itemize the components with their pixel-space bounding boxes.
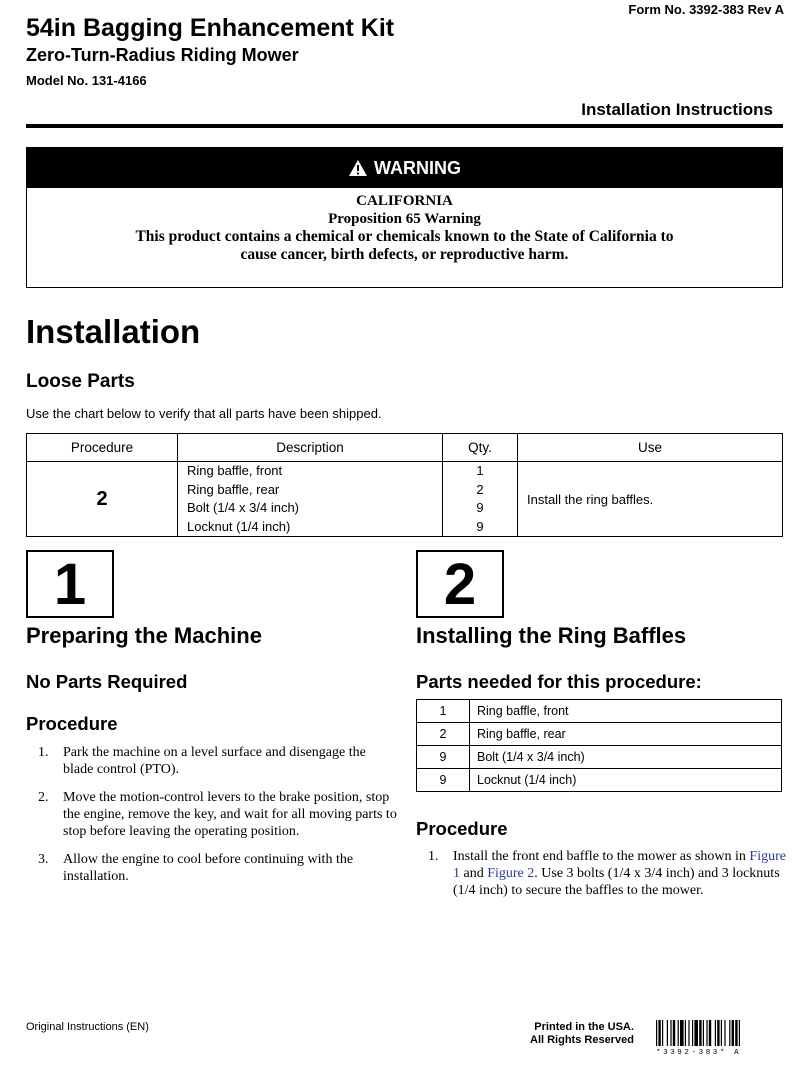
model-number: Model No. 131-4166: [26, 73, 147, 88]
warning-header: [27, 148, 782, 188]
document-title: 54in Bagging Enhancement Kit: [26, 14, 395, 42]
barcode-image: [656, 1020, 782, 1046]
list-item-text: Move the motion-control levers to the brake position, stop the engine, remove the key, and wait for all moving parts to stop before leaving the operating position.: [63, 790, 397, 839]
printed-in-usa: Printed in the USA.: [534, 1021, 634, 1033]
list-item-number: 2.: [38, 790, 49, 805]
figure-1-link[interactable]: Figure 1: [453, 849, 786, 881]
table-row: [417, 723, 782, 746]
barcode-bar: [656, 1020, 657, 1046]
original-instructions-note: Original Instructions (EN): [26, 1021, 149, 1033]
part-qty: 2: [417, 723, 470, 746]
barcode-bar: [694, 1020, 698, 1046]
warning-line-1: CALIFORNIA: [356, 193, 453, 209]
qty-item: 9: [476, 500, 484, 515]
installation-instructions-label: Installation Instructions: [581, 100, 773, 119]
loose-parts-table: [26, 433, 783, 537]
loose-parts-heading: Loose Parts: [26, 371, 135, 392]
step-1-title: Preparing the Machine: [26, 623, 262, 648]
all-rights-reserved: All Rights Reserved: [530, 1034, 634, 1046]
header-qty: Qty.: [443, 434, 518, 462]
list-item-text-b: and: [460, 866, 488, 881]
figure-2-link[interactable]: Figure 2: [487, 866, 535, 881]
header-procedure: Procedure: [27, 434, 178, 462]
step-2-procedure-heading: Procedure: [416, 818, 508, 839]
barcode-bar: [715, 1020, 716, 1046]
barcode-bar: [658, 1020, 660, 1046]
step-1-procedure-heading: Procedure: [26, 713, 118, 734]
list-item-number: 1.: [38, 745, 49, 760]
table-row: [417, 769, 782, 792]
qty-item: 1: [476, 463, 484, 478]
warning-line-3: This product contains a chemical or chemicals known to the State of California to: [135, 228, 674, 245]
qty-cell: [443, 462, 518, 537]
barcode-bar: [709, 1020, 711, 1046]
barcode-bar: [673, 1020, 675, 1046]
barcode-bar: [688, 1020, 689, 1046]
step-2-title: Installing the Ring Baffles: [416, 623, 687, 648]
table-row: [27, 462, 783, 537]
table-row: [417, 746, 782, 769]
qty-item: 2: [476, 481, 484, 497]
barcode-bar: [662, 1020, 663, 1046]
barcode-bar: [703, 1020, 704, 1046]
list-item-text: Park the machine on a level surface and disengage the blade control (PTO).: [63, 745, 366, 777]
barcode-bar: [692, 1020, 693, 1046]
part-desc: Locknut (1/4 inch): [470, 769, 782, 792]
part-desc: Bolt (1/4 x 3/4 inch): [470, 746, 782, 769]
part-qty: 9: [417, 746, 470, 769]
barcode-bar: [685, 1020, 686, 1046]
header-divider: [26, 124, 783, 128]
warning-triangle-icon: [348, 159, 368, 177]
list-item-text-a: Install the front end baffle to the mower as shown in: [453, 849, 750, 864]
procedure-number: 2: [27, 462, 178, 537]
barcode-bar: [717, 1020, 719, 1046]
barcode-text: *3392-383* A: [656, 1049, 742, 1057]
barcode-bar: [706, 1020, 707, 1046]
part-desc: Ring baffle, front: [470, 700, 782, 723]
installation-heading: Installation: [26, 313, 201, 350]
parts-needed-table: [416, 699, 782, 792]
list-item: [26, 744, 398, 778]
document-subtitle: Zero-Turn-Radius Riding Mower: [26, 45, 299, 65]
barcode-bar: [739, 1020, 740, 1046]
description-item: Locknut (1/4 inch): [187, 518, 291, 534]
description-item: Ring baffle, rear: [187, 481, 280, 497]
step-2-number-box: 2: [416, 550, 504, 618]
warning-text: [27, 192, 782, 264]
barcode-bar: [678, 1020, 679, 1046]
barcode-bar: [670, 1020, 671, 1046]
list-item-number: 1.: [428, 849, 439, 864]
description-cell: [178, 462, 443, 537]
form-number: Form No. 3392-383 Rev A: [628, 2, 784, 17]
no-parts-required: No Parts Required: [26, 671, 188, 692]
step-1-procedure-list: [26, 744, 398, 896]
loose-parts-intro: Use the chart below to verify that all parts have been shipped.: [26, 406, 382, 421]
part-qty: 1: [417, 700, 470, 723]
part-qty: 9: [417, 769, 470, 792]
use-cell: Install the ring baffles.: [518, 462, 783, 537]
prop65-warning-box: [26, 147, 783, 288]
step-2-procedure-list: [416, 848, 786, 910]
table-row: [417, 700, 782, 723]
list-item-number: 3.: [38, 852, 49, 867]
printed-note: [530, 1021, 634, 1047]
header-use: Use: [518, 434, 783, 462]
barcode-bar: [699, 1020, 701, 1046]
barcode-bar: [735, 1020, 737, 1046]
warning-line-4: cause cancer, birth defects, or reproductive harm.: [240, 246, 569, 263]
barcode-bar: [732, 1020, 734, 1046]
list-item: [26, 851, 398, 885]
list-item-text-c: . Use 3 bolts (1/4 x 3/4 inch) and 3 locknuts (1/4 inch) to secure the baffles to the mower.: [453, 866, 780, 898]
list-item: [416, 848, 786, 899]
barcode-bar: [729, 1020, 730, 1046]
header-description: Description: [178, 434, 443, 462]
barcode-bar: [721, 1020, 722, 1046]
table-header-row: [27, 434, 783, 462]
step-1-number-box: 1: [26, 550, 114, 618]
description-item: Bolt (1/4 x 3/4 inch): [187, 500, 299, 515]
barcode-bar: [680, 1020, 684, 1046]
description-item: Ring baffle, front: [187, 463, 283, 478]
list-item-text: Allow the engine to cool before continuing with the installation.: [63, 852, 354, 884]
warning-label: WARNING: [374, 157, 461, 178]
list-item: [26, 789, 398, 840]
parts-needed-heading: Parts needed for this procedure:: [416, 671, 702, 692]
barcode-bar: [667, 1020, 668, 1046]
barcode-bar: [724, 1020, 725, 1046]
part-desc: Ring baffle, rear: [470, 723, 782, 746]
warning-line-2: Proposition 65 Warning: [328, 211, 481, 227]
qty-item: 9: [476, 518, 484, 534]
